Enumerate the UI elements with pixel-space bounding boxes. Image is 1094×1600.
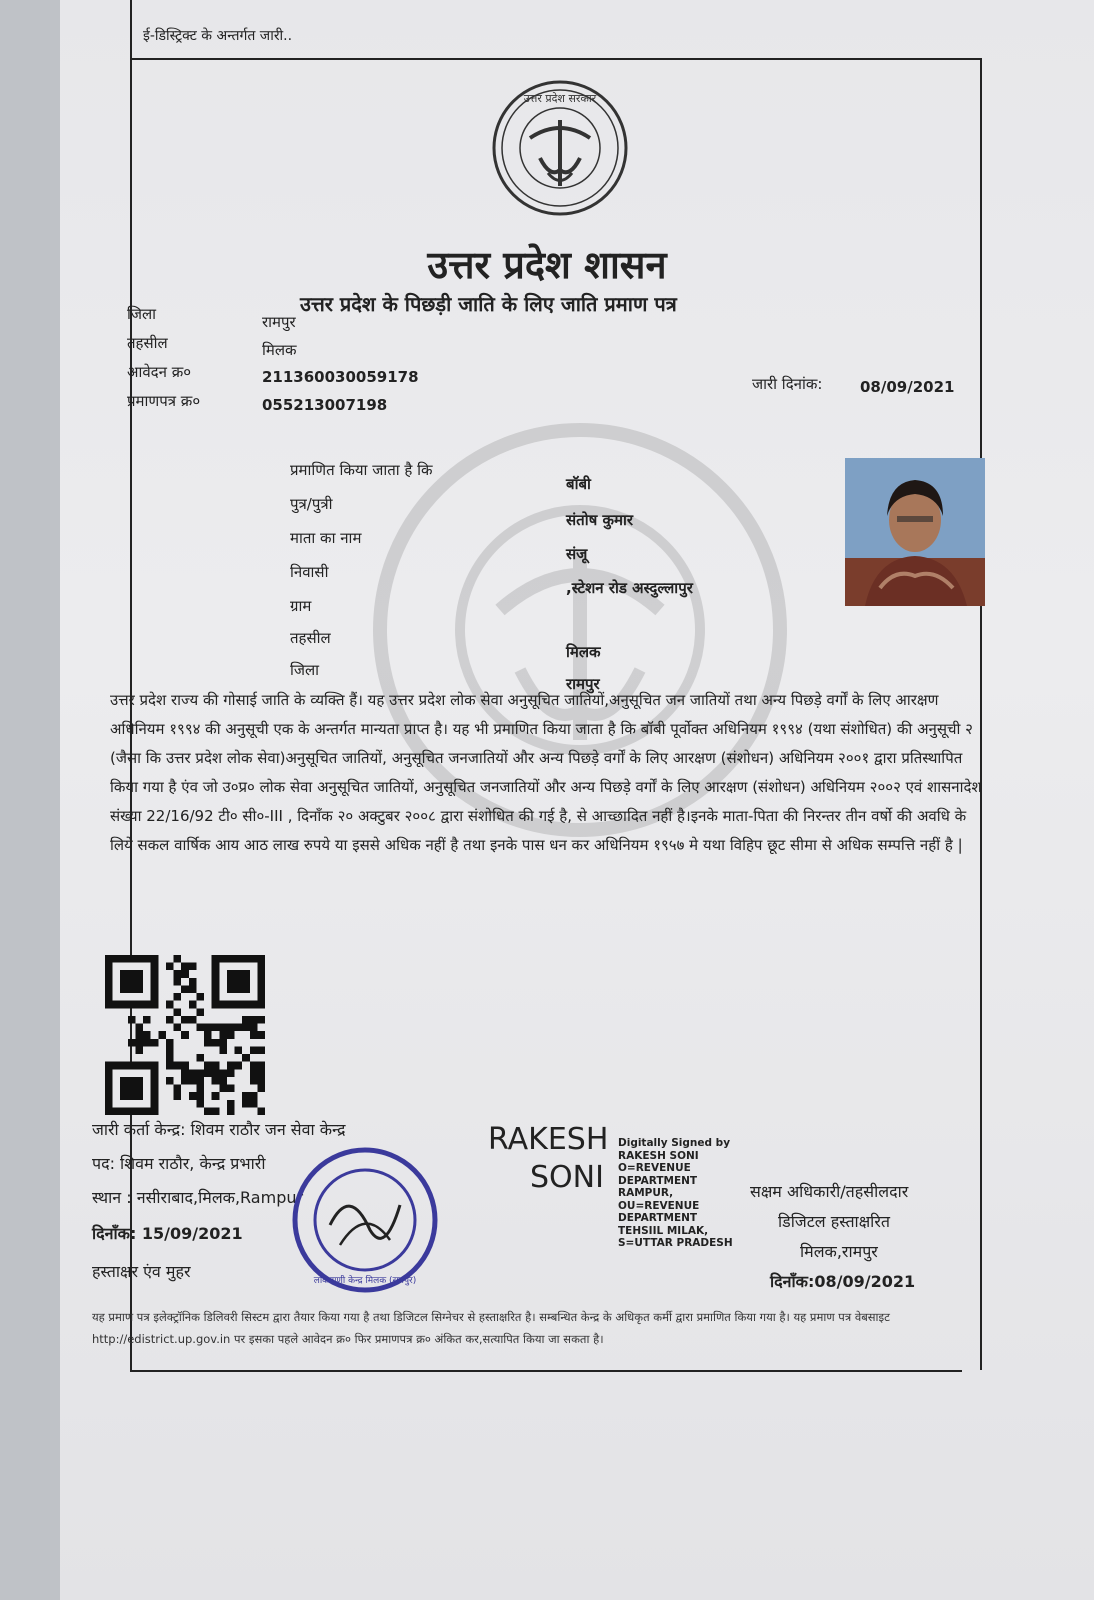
officer-designation: सक्षम अधिकारी/तहसीलदार (750, 1182, 909, 1201)
person-name-value: बॉबी (566, 475, 591, 493)
certificate-number-value: 055213007198 (262, 396, 388, 414)
dsig-line: S=UTTAR PRADESH (618, 1237, 733, 1249)
residence-value: ,स्टेशन रोड अस्दुल्लापुर (566, 579, 693, 597)
up-government-seal-icon (490, 78, 630, 218)
dsig-line: RAKESH SONI (618, 1149, 699, 1162)
dsig-line: O=REVENUE (618, 1162, 691, 1174)
seal-text: उत्तर प्रदेश सरकार (523, 92, 597, 105)
place-label: स्थान : नसीराबाद,मिलक,Rampur (92, 1188, 304, 1207)
tehsil2-label: तहसील (290, 629, 331, 647)
certificate-subtitle: उत्तर प्रदेश के पिछड़ी जाति के लिए जाति प्रमाण पत्र (300, 292, 677, 316)
district2-label: जिला (290, 661, 320, 679)
district-value: रामपुर (262, 313, 296, 331)
certificate-body-paragraph: उत्तर प्रदेश राज्य की गोसाई जाति के व्यक्ति हैं। यह उत्तर प्रदेश लोक सेवा अनुसूचित जातियों,अनुसूचित जन जातियों तथा अन्य पिछड़े वर्गों के लिए आरक्षण अधिनियम १९९४ की अनुसूची एक के अन्तर्गत मान्यता प्राप्त है। यह भी प्रमाणित किया जाता है कि बॉबी पूर्वोक्त अधिनियम १९९४ (यथा संशोधित) की अनुसूची २ (जैसा कि उत्तर प्रदेश लोक सेवा)अनुसूचित जातियों, अनुसूचित जनजातियों और अन्य पिछड़े वर्गों के लिए आरक्षण (संशोधन) अधिनियम २००१ द्वारा प्रतिस्थापित किया गया है एंव जो उ०प्र० लोक सेवा अनुसूचित जातियों, अनुसूचित जनजातियों और अन्य पिछड़े वर्गों के लिए आरक्षण (संशोधन) अधिनियम २००२ एवं शासनादेश संख्या 22/16/92 टी० सी०-III , दिनाँक २० अक्टुबर २००८ द्वारा संशोधित की गई है, से आच्छादित नहीं है।इनके माता-पिता की निरन्तर तीन वर्षो की अवधि के लिये सकल वार्षिक आय आठ लाख रुपये या इससे अधिक नहीं है तथा इनके पास धन कर अधिनियम १९५७ मे यथा विहिप छूट सीमा से अधिक सम्पत्ति नहीं है | (110, 691, 982, 854)
applicant-photo (845, 458, 985, 606)
designation-label: पद: शिवम राठौर, केन्द्र प्रभारी (92, 1154, 266, 1173)
signer-last-name: SONI (530, 1160, 604, 1195)
issue-date-label: जारी दिनांक: (752, 375, 823, 393)
qr-code[interactable] (105, 955, 265, 1115)
digital-signature-details (618, 1137, 733, 1250)
dsig-line: Digitally Signed by (618, 1137, 731, 1149)
dsig-line: TEHSIIL MILAK, (618, 1224, 709, 1237)
top-note: ई-डिस्ट्रिक्ट के अन्तर्गत जारी.. (143, 28, 293, 44)
tehsil-label: तहसील (127, 334, 168, 352)
digitally-signed-label: डिजिटल हस्ताक्षरित (778, 1212, 890, 1231)
dsig-line: OU=REVENUE (618, 1199, 700, 1212)
center-stamp-icon (290, 1145, 440, 1295)
village-label: ग्राम (290, 597, 312, 615)
father-label: पुत्र/पुत्री (290, 495, 333, 513)
stamp-text: लोकवाणी केन्द्र मिलक (रामपुर) (313, 1276, 417, 1286)
father-value: संतोष कुमार (566, 511, 633, 529)
application-number-label: आवेदन क्र० (127, 363, 192, 381)
mother-value: संजू (566, 545, 588, 563)
issue-date-value: 08/09/2021 (860, 378, 955, 396)
district2-value: रामपुर (566, 675, 600, 693)
district-label: जिला (127, 305, 157, 323)
application-number-value: 211360030059178 (262, 368, 419, 386)
mother-label: माता का नाम (290, 529, 362, 547)
dsig-line: DEPARTMENT (618, 1174, 698, 1187)
certificate-border-top (130, 58, 980, 60)
signer-first-name: RAKESH (488, 1122, 609, 1157)
officer-date: दिनाँक:08/09/2021 (770, 1272, 916, 1291)
person-name-label: प्रमाणित किया जाता है कि (290, 461, 433, 479)
dsig-line: RAMPUR, (618, 1187, 674, 1199)
officer-location: मिलक,रामपुर (800, 1242, 878, 1261)
certificate-number-label: प्रमाणपत्र क्र० (127, 392, 201, 410)
dsig-line: DEPARTMENT (618, 1212, 698, 1224)
issuing-center-label: जारी कर्ता केन्द्र: शिवम राठौर जन सेवा केन्द्र (92, 1120, 346, 1139)
page-title: उत्तर प्रदेश शासन (427, 243, 667, 287)
residence-label: निवासी (290, 563, 329, 581)
tehsil2-value: मिलक (566, 643, 601, 661)
center-date-label: दिनाँक: 15/09/2021 (92, 1224, 243, 1243)
tehsil-value: मिलक (262, 341, 297, 359)
bottom-disclaimer: यह प्रमाण पत्र इलेक्ट्रॉनिक डिलिवरी सिस्टम द्वारा तैयार किया गया है तथा डिजिटल सिग्नेचर से हस्ताक्षरित है। सम्बन्धित केन्द्र के अधिकृत कर्मी द्वारा प्रमाणित किया गया है। यह प्रमाण पत्र वेबसाइट http://edistrict.up.gov.in पर इसका पहले आवेदन क्र० फिर प्रमाणपत्र क्र० अंकित कर,सत्यापित किया जा सकता है। (92, 1310, 890, 1346)
signature-seal-label: हस्ताक्षर एंव मुहर (92, 1262, 191, 1281)
